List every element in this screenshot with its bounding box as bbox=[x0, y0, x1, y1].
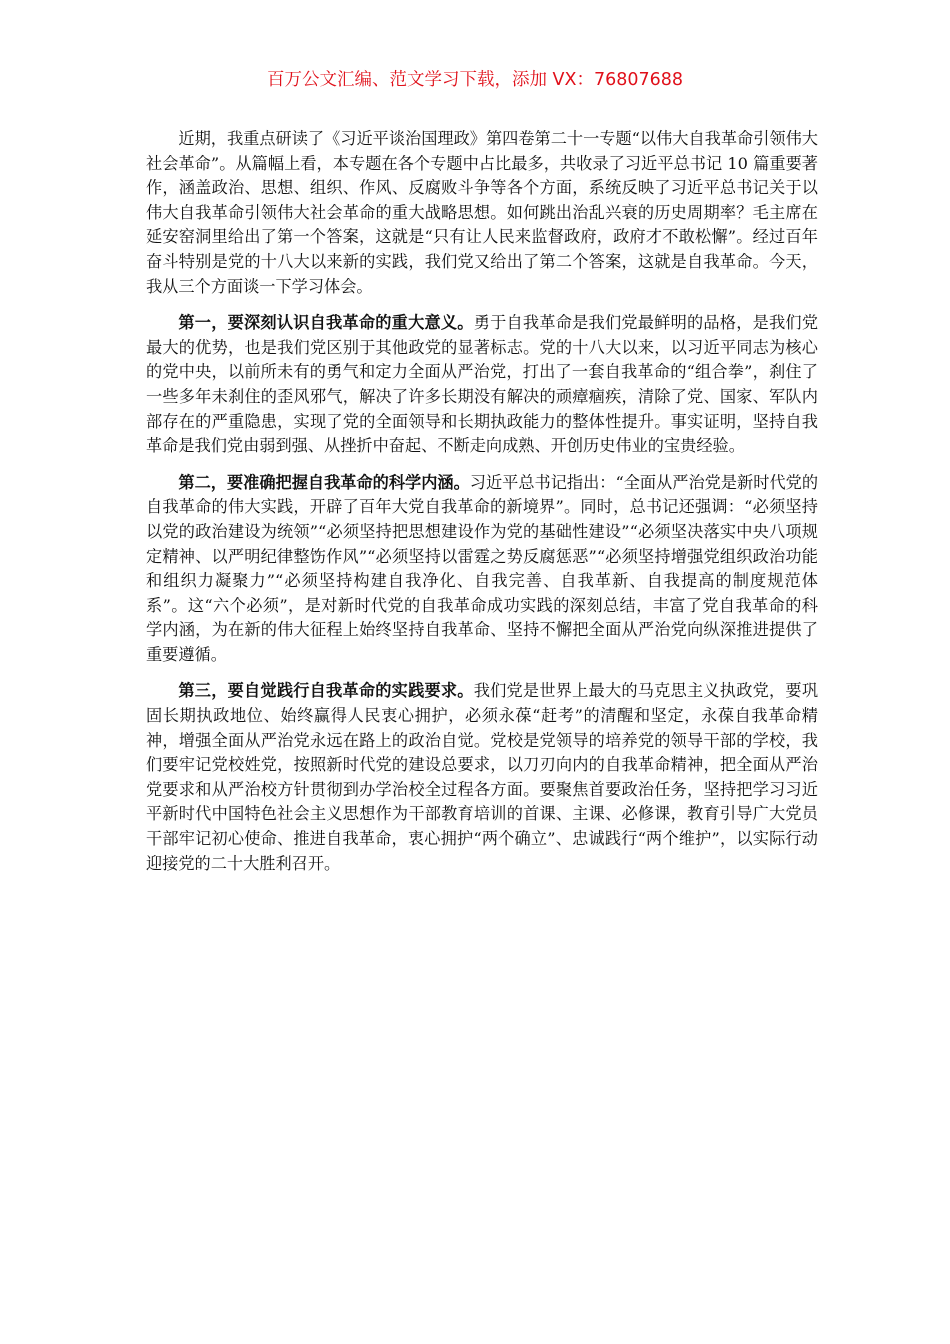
paragraph-third-point bbox=[146, 679, 818, 876]
paragraph-second-text: 习近平总书记指出：“全面从严治党是新时代党的自我革命的伟大实践，开辟了百年大党自我革命的新境界”。同时，总书记还强调：“必须坚持以党的政治建设为统领”“必须坚持把思想建设作为党的基础性建设”“必须坚决落实中央八项规定精神、以严明纪律整饬作风”“必须坚持以雷霆之势反腐惩恶”“必须坚持增强党组织政治功能和组织力凝聚力”“必须坚持构建自我净化、自我完善、自我革新、自我提高的制度规范体系”。这“六个必须”，是对新时代党的自我革命成功实践的深刻总结，丰富了党自我革命的科学内涵，为在新的伟大征程上始终坚持自我革命、坚持不懈把全面从严治党向纵深推进提供了重要遵循。 bbox=[146, 472, 819, 664]
paragraph-first-point bbox=[146, 311, 818, 459]
paragraph-second-lead: 第二，要准确把握自我革命的科学内涵。 bbox=[178, 472, 470, 492]
paragraph-first-text: 勇于自我革命是我们党最鲜明的品格，是我们党最大的优势，也是我们党区别于其他政党的显著标志。党的十八大以来，以习近平同志为核心的党中央，以前所未有的勇气和定力全面从严治党，打出了一套自我革命的“组合拳”，刹住了一些多年未刹住的歪风邪气，解决了许多长期没有解决的顽瘴痼疾，清除了党、国家、军队内部存在的严重隐患，实现了党的全面领导和长期执政能力的整体性提升。事实证明，坚持自我革命是我们党由弱到强、从挫折中奋起、不断走向成熟、开创历史伟业的宝贵经验。 bbox=[146, 313, 819, 456]
paragraph-second-point bbox=[146, 471, 818, 668]
paragraph-intro-text: 近期，我重点研读了《习近平谈治国理政》第四卷第二十一专题“以伟大自我革命引领伟大社会革命”。从篇幅上看，本专题在各个专题中占比最多，共收录了习近平总书记 10 篇重要著作，涵盖政治、思想、组织、作风、反腐败斗争等各个方面，系统反映了习近平总书记关于以伟大自我革命引领伟大社会革命的重大战略思想。如何跳出治乱兴衰的历史周期率？毛主席在延安窑洞里给出了第一个答案，这就是“只有让人民来监督政府，政府才不敢松懈”。经过百年奋斗特别是党的十八大以来新的实践，我们党又给出了第二个答案，这就是自我革命。今天，我从三个方面谈一下学习体会。 bbox=[146, 129, 818, 296]
paragraph-intro bbox=[146, 127, 818, 299]
paragraph-first-lead: 第一，要深刻认识自我革命的重大意义。 bbox=[178, 313, 474, 333]
paragraph-third-text: 我们党是世界上最大的马克思主义执政党，要巩固长期执政地位、始终赢得人民衷心拥护，必须永葆“赶考”的清醒和坚定，永葆自我革命精神，增强全面从严治党永远在路上的政治自觉。党校是党领导的培养党的领导干部的学校，我们要牢记党校姓党，按照新时代党的建设总要求，以刀刃向内的自我革命精神，把全面从严治党要求和从严治校方针贯彻到办学治校全过程各方面。要聚焦首要政治任务，坚持把学习习近平新时代中国特色社会主义思想作为干部教育培训的首课、主课、必修课，教育引导广大党员干部牢记初心使命、推进自我革命，衷心拥护“两个确立”、忠诚践行“两个维护”，以实际行动迎接党的二十大胜利召开。 bbox=[146, 681, 819, 873]
paragraph-third-lead: 第三，要自觉践行自我革命的实践要求。 bbox=[178, 681, 474, 701]
header-watermark: 百万公文汇编、范文学习下载，添加 VX：76807688 bbox=[266, 70, 684, 90]
document-body bbox=[146, 127, 818, 888]
